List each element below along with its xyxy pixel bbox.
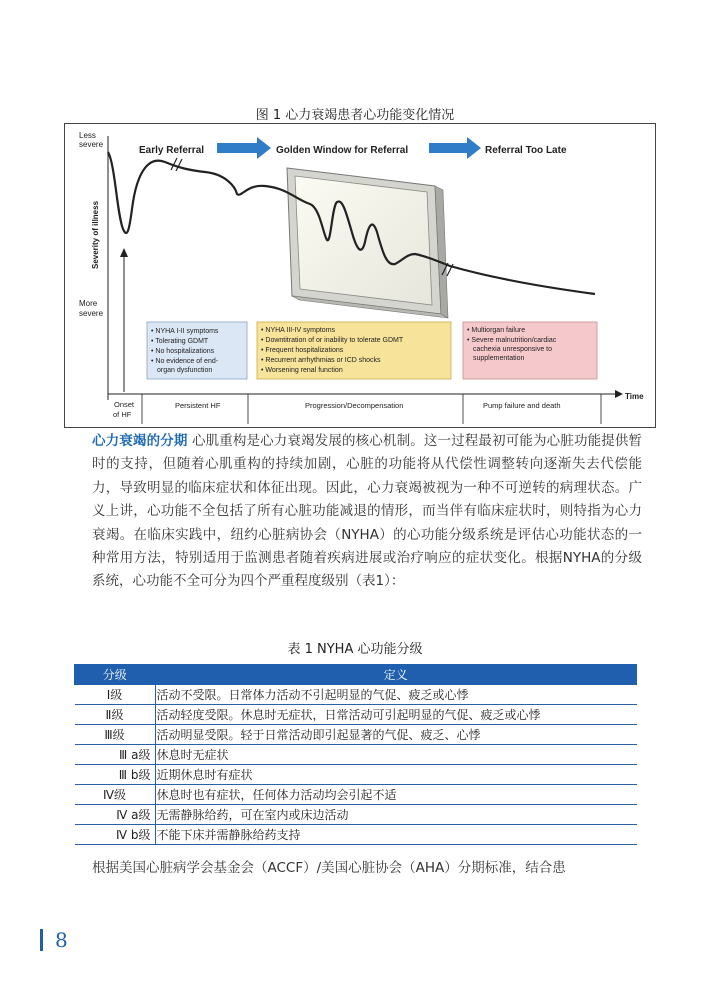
- table-row: [75, 825, 637, 845]
- level-cell: Ⅳ级: [75, 785, 156, 805]
- header-early: Early Referral: [139, 145, 205, 156]
- level-cell: Ⅲ级: [75, 725, 156, 745]
- stage-persistent: Persistent HF: [175, 401, 221, 410]
- staging-paragraph: [92, 430, 642, 594]
- paragraph-line-4: 可逆转的病理状态。广义上讲，心功能不全包括了所有心脏功能减退的情形，而当伴: [92, 479, 643, 520]
- y-top-label-2: severe: [79, 140, 104, 149]
- table-row: [75, 805, 637, 825]
- definition-cell: 活动轻度受限。休息时无症状，日常活动可引起明显的气促、疲乏或心悸: [155, 705, 637, 725]
- early-item-4b: organ dysfunction: [157, 367, 213, 374]
- x-axis-arrowhead: [615, 390, 623, 398]
- x-axis-title: Time: [625, 392, 644, 401]
- continuation-text: 根据美国心脏病学会基金会（ACCF）/美国心脏协会（AHA）分期标准，结合患: [92, 860, 566, 876]
- onset-arrowhead: [120, 248, 128, 257]
- heart-failure-figure: [64, 123, 656, 428]
- paragraph-lead: 心力衰竭的分期: [92, 433, 188, 449]
- arrow-golden-to-late: [429, 137, 481, 159]
- golden-item-4: • Recurrent arrhythmias or ICD shocks: [261, 357, 381, 364]
- y-axis-title: Severity of illness: [91, 200, 100, 269]
- definition-cell: 近期休息时有症状: [155, 765, 637, 785]
- stage-onset-2: of HF: [113, 410, 132, 419]
- definition-cell: 无需静脉给药，可在室内或床边活动: [155, 805, 637, 825]
- table-row: [75, 765, 637, 785]
- stage-pump-failure: Pump failure and death: [483, 401, 561, 410]
- golden-item-1: • NYHA III-IV symptoms: [261, 327, 336, 334]
- level-cell: Ⅰ级: [75, 685, 156, 705]
- definition-cell: 活动明显受限。轻于日常活动即引起显著的气促、疲乏、心悸: [155, 725, 637, 745]
- early-item-2: • Tolerating GDMT: [151, 338, 209, 345]
- golden-item-3: • Frequent hospitalizations: [261, 347, 344, 354]
- nyha-table: [74, 664, 637, 845]
- col-header-definition: 定义: [155, 665, 637, 685]
- early-item-3: • No hospitalizations: [151, 348, 215, 355]
- late-item-2b: cachexia unresponsive to: [473, 346, 552, 353]
- y-top-label-1: Less: [79, 131, 96, 140]
- arrow-early-to-golden: [217, 137, 271, 159]
- level-cell: Ⅱ级: [75, 705, 156, 725]
- figure-canvas: [65, 124, 655, 427]
- golden-item-2: • Downtitration of or inability to tolerate GDMT: [261, 337, 404, 344]
- late-item-2c: supplementation: [473, 355, 525, 362]
- early-item-1: • NYHA I-II symptoms: [151, 328, 219, 335]
- definition-cell: 不能下床并需静脉给药支持: [155, 825, 637, 845]
- early-item-4: • No evidence of end-: [151, 358, 219, 365]
- definition-cell: 活动不受限。日常体力活动不引起明显的气促、疲乏或心悸: [155, 685, 637, 705]
- late-item-2: • Severe malnutrition/cardiac: [467, 337, 557, 344]
- definition-cell: 休息时也有症状，任何体力活动均会引起不适: [155, 785, 637, 805]
- paragraph-line-2: 功能提供暂时的支持，但随着心肌重构的持续加剧，心脏的功能将从代偿性调整转向: [92, 433, 643, 473]
- late-item-1: • Multiorgan failure: [467, 327, 526, 334]
- paragraph-line-7: 治疗响应的症状变化。根据NYHA的分级系统，心功能不全可分为四个严重程度级别: [92, 550, 642, 590]
- definition-cell: 休息时无症状: [155, 745, 637, 765]
- page-number: 8: [40, 929, 68, 951]
- header-golden: Golden Window for Referral: [276, 145, 409, 156]
- level-cell: Ⅳ b级: [75, 825, 156, 845]
- level-cell: Ⅳ a级: [75, 805, 156, 825]
- col-header-level: 分级: [75, 665, 156, 685]
- paragraph-line-3: 逐渐失去代偿能力，导致明显的临床症状和体征出现。因此，心力衰竭被视为一种不: [92, 456, 643, 496]
- golden-window-frame: [287, 168, 448, 318]
- golden-item-5: • Worsening renal function: [261, 367, 343, 374]
- table-title: 表 1 NYHA 心功能分级: [287, 642, 423, 657]
- y-bottom-label-1: More: [79, 299, 98, 308]
- table-row: [75, 725, 637, 745]
- y-bottom-label-2: severe: [79, 309, 104, 318]
- stage-onset-1: Onset: [114, 400, 135, 409]
- paragraph-line-1: 心肌重构是心力衰竭发展的核心机制。这一过程最初可能为心脏: [191, 433, 574, 449]
- table-row: [75, 745, 637, 765]
- figure-title: 图 1 心力衰竭患者心功能变化情况: [255, 108, 455, 123]
- paragraph-line-8: （表1）：: [348, 573, 405, 590]
- stage-progression: Progression/Decompensation: [305, 401, 404, 410]
- paragraph-line-5: 有临床症状时，则特指为心力衰竭。在临床实践中，纽约心脏病协会（NYHA）的心功: [92, 503, 643, 543]
- header-late: Referral Too Late: [485, 145, 567, 156]
- level-cell: Ⅲ a级: [75, 745, 156, 765]
- table-row: [75, 705, 637, 725]
- table-row: [75, 785, 637, 805]
- paragraph-line-6: 能分级系统是评估心功能状态的一种常用方法，特别适用于监测患者随着疾病进展或: [92, 526, 643, 567]
- level-cell: Ⅲ b级: [75, 765, 156, 785]
- table-row: [75, 685, 637, 705]
